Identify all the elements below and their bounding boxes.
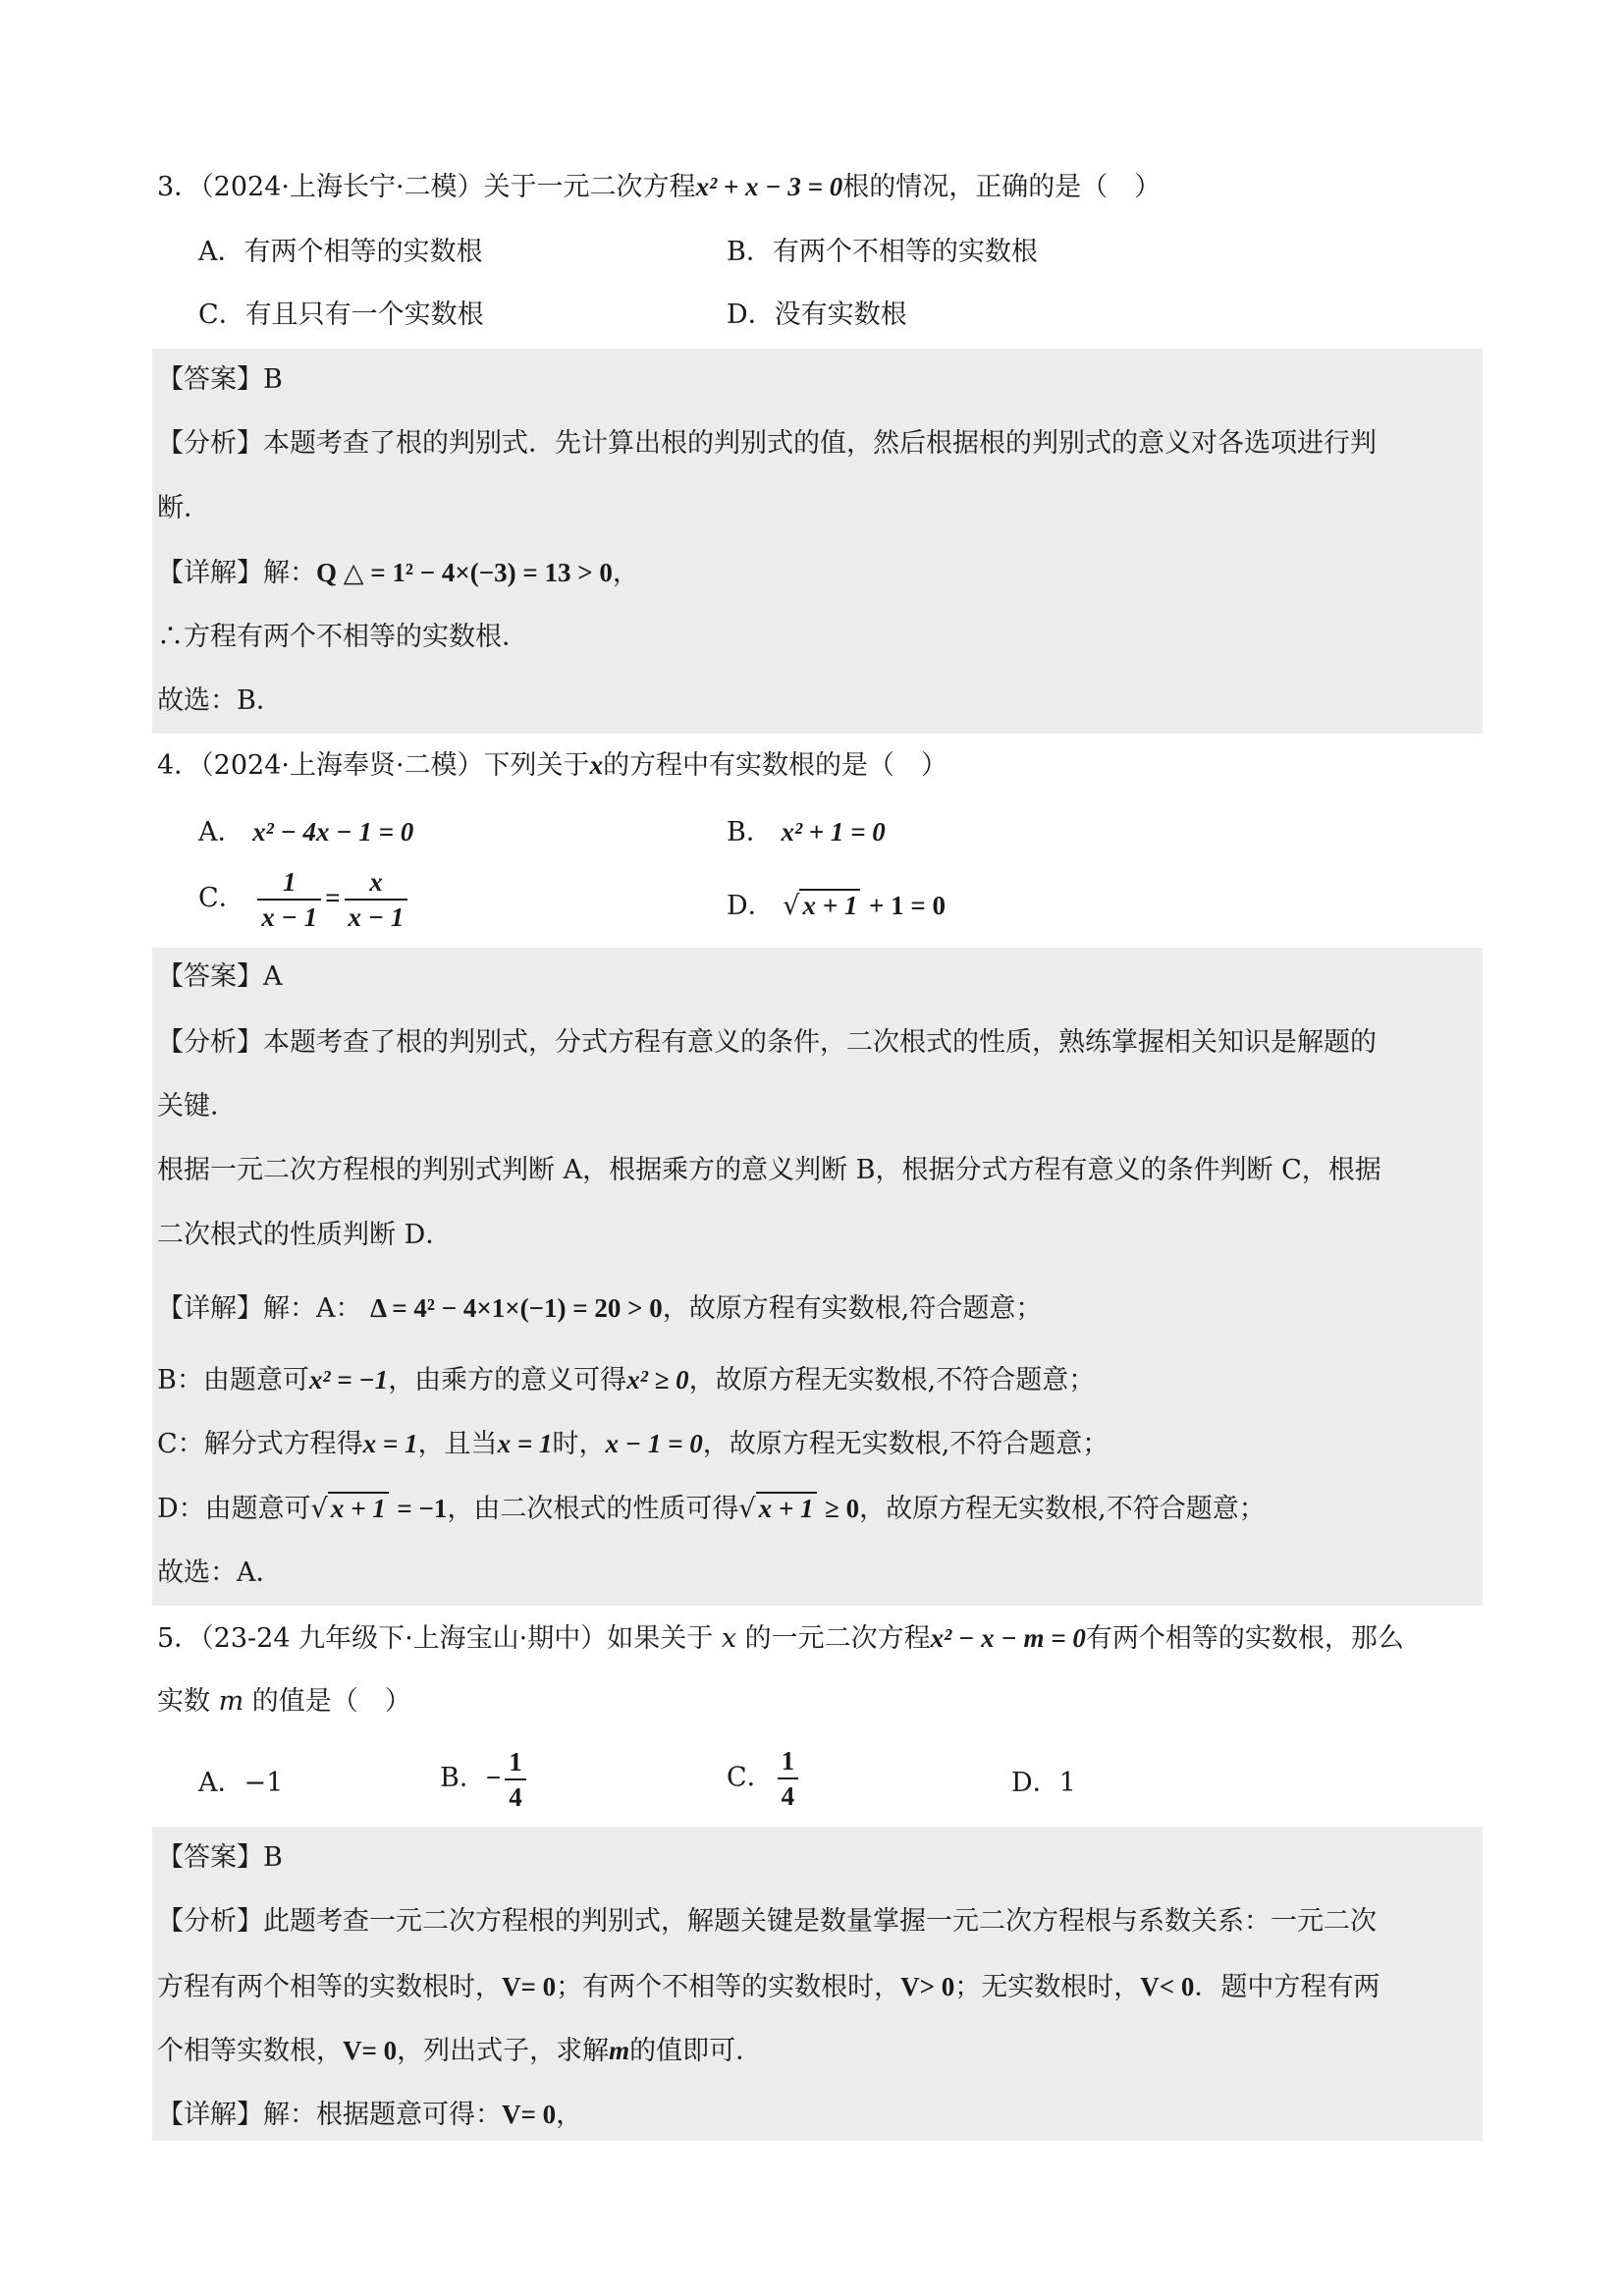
q3-analysis-line-1: 【分析】本题考查了根的判别式．先计算出根的判别式的值，然后根据根的判别式的意义对各选项进行判 <box>157 428 1377 459</box>
fraction-denominator: 4 <box>509 1781 522 1812</box>
text: ，列出式子，求解 <box>397 2036 610 2066</box>
q4-analysis-line-4: 二次根式的性质判断 D． <box>157 1220 453 1250</box>
detail-label: 【详解】解： <box>157 558 316 588</box>
q5-option-d: D．1 <box>1011 1768 1076 1798</box>
q5-option-c <box>727 1744 802 1813</box>
minus-sign: − <box>485 1763 502 1792</box>
text: 个相等实数根， <box>157 2036 343 2066</box>
q5-option-a: A．−1 <box>198 1768 284 1798</box>
detail-math: V= 0 <box>502 2100 557 2129</box>
q3-therefore-line: ∴方程有两个不相等的实数根． <box>157 622 528 652</box>
detail-tail: ，故原方程有实数根,符合题意； <box>662 1293 1043 1324</box>
variable: x <box>721 1623 737 1654</box>
option-label: B． <box>727 817 773 847</box>
text: ；有两个不相等的实数根时， <box>556 1972 901 2002</box>
q4-detail-b <box>157 1360 1095 1400</box>
text: ，故原方程无实数根,不符合题意； <box>702 1429 1109 1459</box>
math: x = 1 <box>362 1429 418 1458</box>
q5-analysis-line-2 <box>157 1967 1380 2007</box>
option-math: x² − 4x − 1 = 0 <box>252 817 414 847</box>
q4-analysis-line-3: 根据一元二次方程根的判别式判断 A，根据乘方的意义判断 B，根据分式方程有意义的条件判断 C，根据 <box>157 1155 1381 1185</box>
math: V< 0 <box>1140 1972 1195 2001</box>
math: x² = −1 <box>308 1365 389 1394</box>
math: x² ≥ 0 <box>626 1365 689 1394</box>
fraction-numerator: 1 <box>778 1744 799 1779</box>
stem-text: 的方程中有实数根的是（ ） <box>603 750 948 781</box>
detail-math: Δ = 4² − 4×1×(−1) = 20 > 0 <box>370 1293 663 1323</box>
text: 方程有两个相等的实数根时， <box>157 1972 502 2002</box>
q5-option-b <box>440 1744 530 1814</box>
q4-detail-c <box>157 1424 1109 1464</box>
q4-option-a <box>198 812 413 852</box>
q4-answer: 【答案】A <box>157 961 283 992</box>
sqrt-icon: √ <box>783 891 800 921</box>
q3-answer: 【答案】B <box>157 364 283 395</box>
text: 的值即可． <box>629 2036 763 2066</box>
stem-text: 实数 <box>157 1686 219 1717</box>
equation: x² + x − 3 = 0 <box>695 172 843 201</box>
option-math: + 1 = 0 <box>868 891 946 920</box>
q4-option-d <box>727 886 946 926</box>
text: ，故原方程无实数根,不符合题意； <box>859 1494 1266 1524</box>
question-5-stem-line-1 <box>157 1618 1404 1659</box>
q3-choose: 故选：B． <box>157 685 283 716</box>
q5-detail <box>157 2095 582 2135</box>
fraction-denominator: x − 1 <box>348 902 405 932</box>
option-math: x² + 1 = 0 <box>781 817 886 847</box>
math: V= 0 <box>343 2036 398 2065</box>
detail-tail: ， <box>612 558 639 588</box>
option-label: C． <box>198 883 245 913</box>
q3-option-b: B．有两个不相等的实数根 <box>727 237 1038 267</box>
math: V= 0 <box>502 1972 557 2001</box>
fraction-numerator: 1 <box>505 1745 526 1780</box>
q5-analysis-line-3 <box>157 2031 762 2071</box>
fraction <box>778 1744 799 1813</box>
stem-text: 的一元二次方程 <box>736 1623 931 1654</box>
variable: m <box>218 1686 244 1717</box>
text: D：由题意可 <box>157 1494 311 1524</box>
stem-text: 有两个相等的实数根，那么 <box>1085 1623 1404 1654</box>
q4-option-b <box>727 812 886 852</box>
q3-option-a: A．有两个相等的实数根 <box>198 237 483 267</box>
text: ，故原方程无实数根,不符合题意； <box>688 1365 1096 1395</box>
stem-text: 3．（2024·上海长宁·二模）关于一元二次方程 <box>157 172 696 202</box>
detail-math: Q △ = 1² − 4×(−3) = 13 > 0 <box>316 558 613 587</box>
stem-text: 5．（23-24 九年级下·上海宝山·期中）如果关于 <box>157 1623 722 1654</box>
q4-detail <box>157 1288 1042 1329</box>
q3-option-d: D．没有实数根 <box>727 300 907 330</box>
equals-sign: = <box>325 883 341 912</box>
fraction-denominator: x − 1 <box>261 902 318 932</box>
math: x = 1 <box>497 1429 553 1458</box>
text: C：解分式方程得 <box>157 1429 363 1459</box>
question-4-stem <box>157 745 947 786</box>
sqrt-icon: √ <box>310 1494 328 1524</box>
text: B：由题意可 <box>157 1365 309 1395</box>
option-label: D． <box>727 891 775 921</box>
q5-answer: 【答案】B <box>157 1842 283 1873</box>
fraction <box>345 865 408 934</box>
math: = −1 <box>397 1494 448 1523</box>
q3-detail <box>157 553 639 593</box>
option-label: B． <box>440 1763 486 1793</box>
q4-analysis-line-2: 关键． <box>157 1091 237 1121</box>
fraction-numerator: x <box>345 865 408 901</box>
math: ≥ 0 <box>825 1494 860 1523</box>
fraction-denominator: 4 <box>781 1781 795 1811</box>
fraction <box>257 865 321 934</box>
math: V> 0 <box>900 1972 955 2001</box>
stem-text: 4．（2024·上海奉贤·二模）下列关于 <box>157 750 590 781</box>
question-3-stem <box>157 167 1161 207</box>
q4-choose: 故选：A． <box>157 1558 283 1588</box>
variable: m <box>609 2036 630 2065</box>
question-5-stem-line-2 <box>157 1682 411 1722</box>
radicand: x + 1 <box>328 1492 389 1523</box>
text: ，由二次根式的性质可得 <box>447 1494 739 1524</box>
text: ，由乘方的意义可得 <box>388 1365 627 1395</box>
text: 时， <box>552 1429 606 1459</box>
q4-option-c <box>198 864 411 934</box>
equation: x² − x − m = 0 <box>930 1623 1086 1653</box>
option-label: C． <box>727 1762 774 1793</box>
stem-text: 的值是（ ） <box>243 1686 411 1717</box>
detail-label: 【详解】解：根据题意可得： <box>157 2100 502 2130</box>
q4-analysis-line-1: 【分析】本题考查了根的判别式，分式方程有意义的条件，二次根式的性质，熟练掌握相关知识是解题的 <box>157 1027 1377 1058</box>
text: ．题中方程有两 <box>1194 1972 1380 2002</box>
q3-analysis-line-2: 断． <box>157 493 210 523</box>
radicand: x + 1 <box>756 1492 817 1523</box>
detail-tail: ， <box>556 2100 583 2130</box>
math: x − 1 = 0 <box>605 1429 703 1458</box>
q3-solution-box <box>152 349 1483 734</box>
q3-option-c: C．有且只有一个实数根 <box>198 300 484 330</box>
sqrt-icon: √ <box>738 1494 756 1524</box>
fraction <box>505 1745 526 1814</box>
variable: x <box>589 750 604 780</box>
option-label: A． <box>198 817 244 847</box>
q4-detail-d <box>157 1489 1266 1529</box>
q5-analysis-line-1: 【分析】此题考查一元二次方程根的判别式，解题关键是数量掌握一元二次方程根与系数关系：一元二次 <box>157 1906 1377 1937</box>
fraction-numerator: 1 <box>257 865 321 901</box>
stem-text: 根的情况，正确的是（ ） <box>842 172 1162 202</box>
text: ，且当 <box>417 1429 498 1459</box>
detail-label: 【详解】解：A： <box>157 1293 362 1324</box>
text: ；无实数根时， <box>954 1972 1141 2002</box>
radicand: x + 1 <box>799 889 860 920</box>
